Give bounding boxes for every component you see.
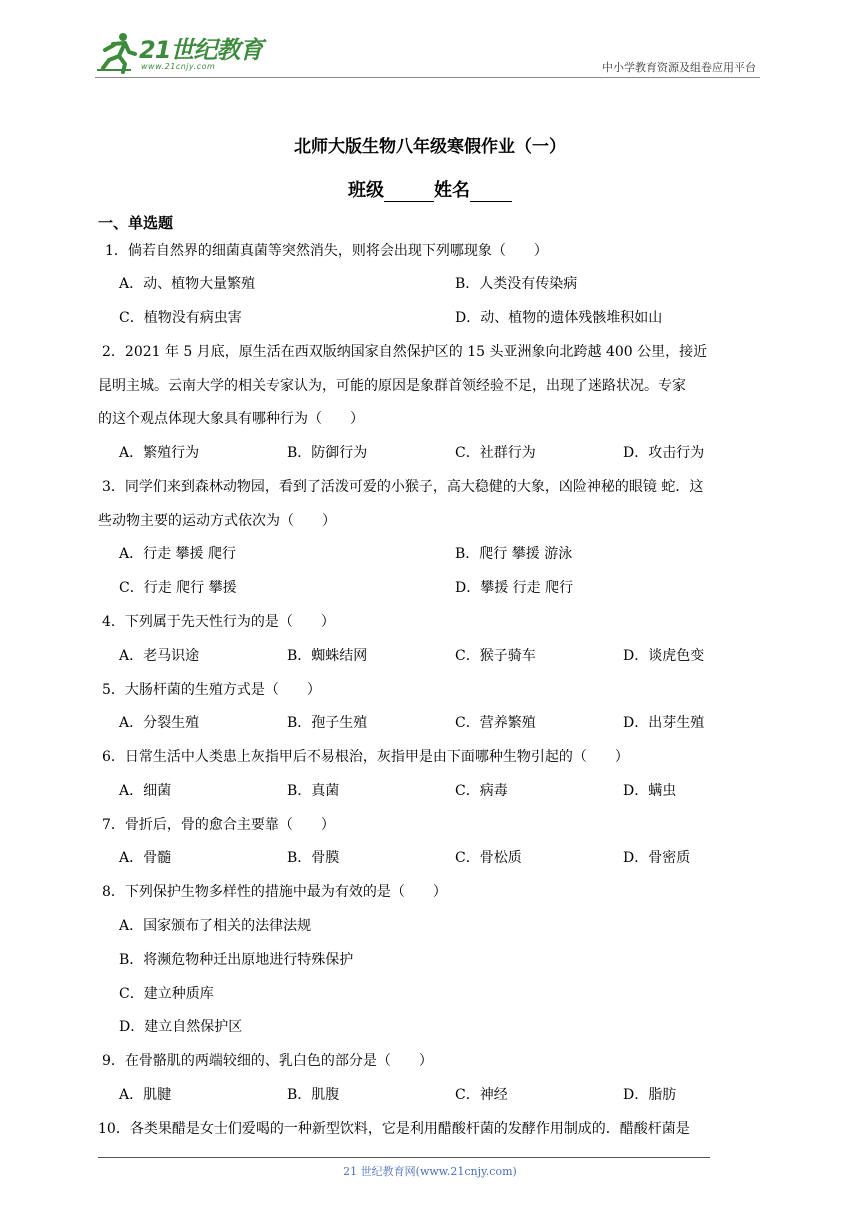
footer-text: 21 世纪教育网(www.21cnjy.com) — [343, 1165, 517, 1178]
question-1-option-c[interactable]: C．植物没有病虫害 — [119, 310, 242, 326]
question-2-option-b[interactable]: B．防御行为 — [287, 445, 368, 461]
runner-logo-icon — [95, 30, 139, 74]
name-label: 姓名 — [434, 180, 470, 201]
question-10-stem: 10．各类果醋是女士们爱喝的一种新型饮料，它是利用醋酸杆菌的发酵作用制成的．醋酸杆菌是 — [98, 1121, 690, 1137]
question-6-option-c[interactable]: C．病毒 — [455, 783, 508, 799]
question-1-stem: 1．倘若自然界的细菌真菌等突然消失，则将会出现下列哪现象（ ） — [105, 243, 548, 259]
question-8-stem: 8．下列保护生物多样性的措施中最为有效的是（ ） — [102, 884, 447, 900]
question-8-option-b[interactable]: B．将濒危物种迁出原地进行特殊保护 — [119, 952, 354, 968]
question-8-option-a[interactable]: A．国家颁布了相关的法律法规 — [119, 918, 312, 934]
question-2-stem-line1: 2．2021 年 5 月底，原生活在西双版纳国家自然保护区的 15 头亚洲象向北跨越 400 公里，接近 — [102, 344, 708, 360]
question-4-option-b[interactable]: B．蜘蛛结网 — [287, 648, 368, 664]
question-8-option-c[interactable]: C．建立种质库 — [119, 986, 214, 1002]
question-9-option-b[interactable]: B．肌腹 — [287, 1087, 340, 1103]
question-9-option-d[interactable]: D．脂肪 — [623, 1087, 677, 1103]
question-3-stem-line1: 3．同学们来到森林动物园，看到了活泼可爱的小猴子，高大稳健的大象，凶险神秘的眼镜 蛇．这 — [102, 479, 704, 495]
question-6-stem: 6．日常生活中人类患上灰指甲后不易根治，灰指甲是由下面哪种生物引起的（ ） — [102, 749, 629, 765]
question-4-option-c[interactable]: C．猴子骑车 — [455, 648, 536, 664]
question-1-option-d[interactable]: D．动、植物的遗体残骸堆积如山 — [455, 310, 663, 326]
class-blank[interactable] — [384, 183, 434, 202]
question-2-option-c[interactable]: C．社群行为 — [455, 445, 536, 461]
question-5-option-a[interactable]: A．分裂生殖 — [119, 715, 200, 731]
question-6-option-a[interactable]: A．细菌 — [119, 783, 172, 799]
question-4-option-d[interactable]: D．谈虎色变 — [623, 648, 705, 664]
question-9-option-c[interactable]: C．神经 — [455, 1087, 508, 1103]
question-6-option-d[interactable]: D．螨虫 — [623, 783, 677, 799]
question-2-option-d[interactable]: D．攻击行为 — [623, 445, 705, 461]
logo-url: www.21cnjy.com — [141, 62, 216, 71]
question-8-option-d[interactable]: D．建立自然保护区 — [119, 1019, 243, 1035]
question-3-option-b[interactable]: B．爬行 攀援 游泳 — [455, 546, 573, 562]
question-5-option-b[interactable]: B．孢子生殖 — [287, 715, 368, 731]
question-6-option-b[interactable]: B．真菌 — [287, 783, 340, 799]
platform-name: 中小学教育资源及组卷应用平台 — [602, 61, 756, 74]
header-divider — [95, 77, 760, 78]
question-1-option-a[interactable]: A．动、植物大量繁殖 — [119, 276, 256, 292]
question-4-option-a[interactable]: A．老马识途 — [119, 648, 200, 664]
question-5-option-d[interactable]: D．出芽生殖 — [623, 715, 705, 731]
class-label: 班级 — [348, 180, 384, 201]
question-9-stem: 9．在骨骼肌的两端较细的、乳白色的部分是（ ） — [102, 1053, 433, 1069]
question-2-stem-line2: 昆明主城。云南大学的相关专家认为，可能的原因是象群首领经验不足，出现了迷路状况。专家 — [98, 378, 686, 394]
question-3-option-d[interactable]: D．攀援 行走 爬行 — [455, 580, 574, 596]
section-heading: 一、单选题 — [98, 214, 174, 232]
name-blank[interactable] — [470, 183, 512, 202]
question-7-stem: 7．骨折后，骨的愈合主要靠（ ） — [102, 817, 335, 833]
question-3-stem-line2: 些动物主要的运动方式依次为（ ） — [98, 513, 336, 529]
class-name-line — [0, 176, 860, 202]
question-7-option-c[interactable]: C．骨松质 — [455, 850, 522, 866]
question-5-stem: 5．大肠杆菌的生殖方式是（ ） — [102, 682, 321, 698]
question-9-option-a[interactable]: A．肌腱 — [119, 1087, 172, 1103]
question-7-option-a[interactable]: A．骨髓 — [119, 850, 172, 866]
page-header — [95, 28, 760, 80]
question-7-option-b[interactable]: B．骨膜 — [287, 850, 340, 866]
question-5-option-c[interactable]: C．营养繁殖 — [455, 715, 536, 731]
question-3-option-c[interactable]: C．行走 爬行 攀援 — [119, 580, 237, 596]
logo-text: 21世纪教育 — [139, 36, 263, 64]
question-3-option-a[interactable]: A．行走 攀援 爬行 — [119, 546, 237, 562]
question-2-stem-line3: 的这个观点体现大象具有哪种行为（ ） — [98, 411, 364, 427]
question-4-stem: 4．下列属于先天性行为的是（ ） — [102, 614, 335, 630]
logo — [95, 28, 295, 78]
page-title: 北师大版生物八年级寒假作业（一） — [294, 137, 566, 157]
footer-divider — [98, 1157, 710, 1158]
question-1-option-b[interactable]: B．人类没有传染病 — [455, 276, 578, 292]
question-7-option-d[interactable]: D．骨密质 — [623, 850, 691, 866]
question-2-option-a[interactable]: A．繁殖行为 — [119, 445, 200, 461]
